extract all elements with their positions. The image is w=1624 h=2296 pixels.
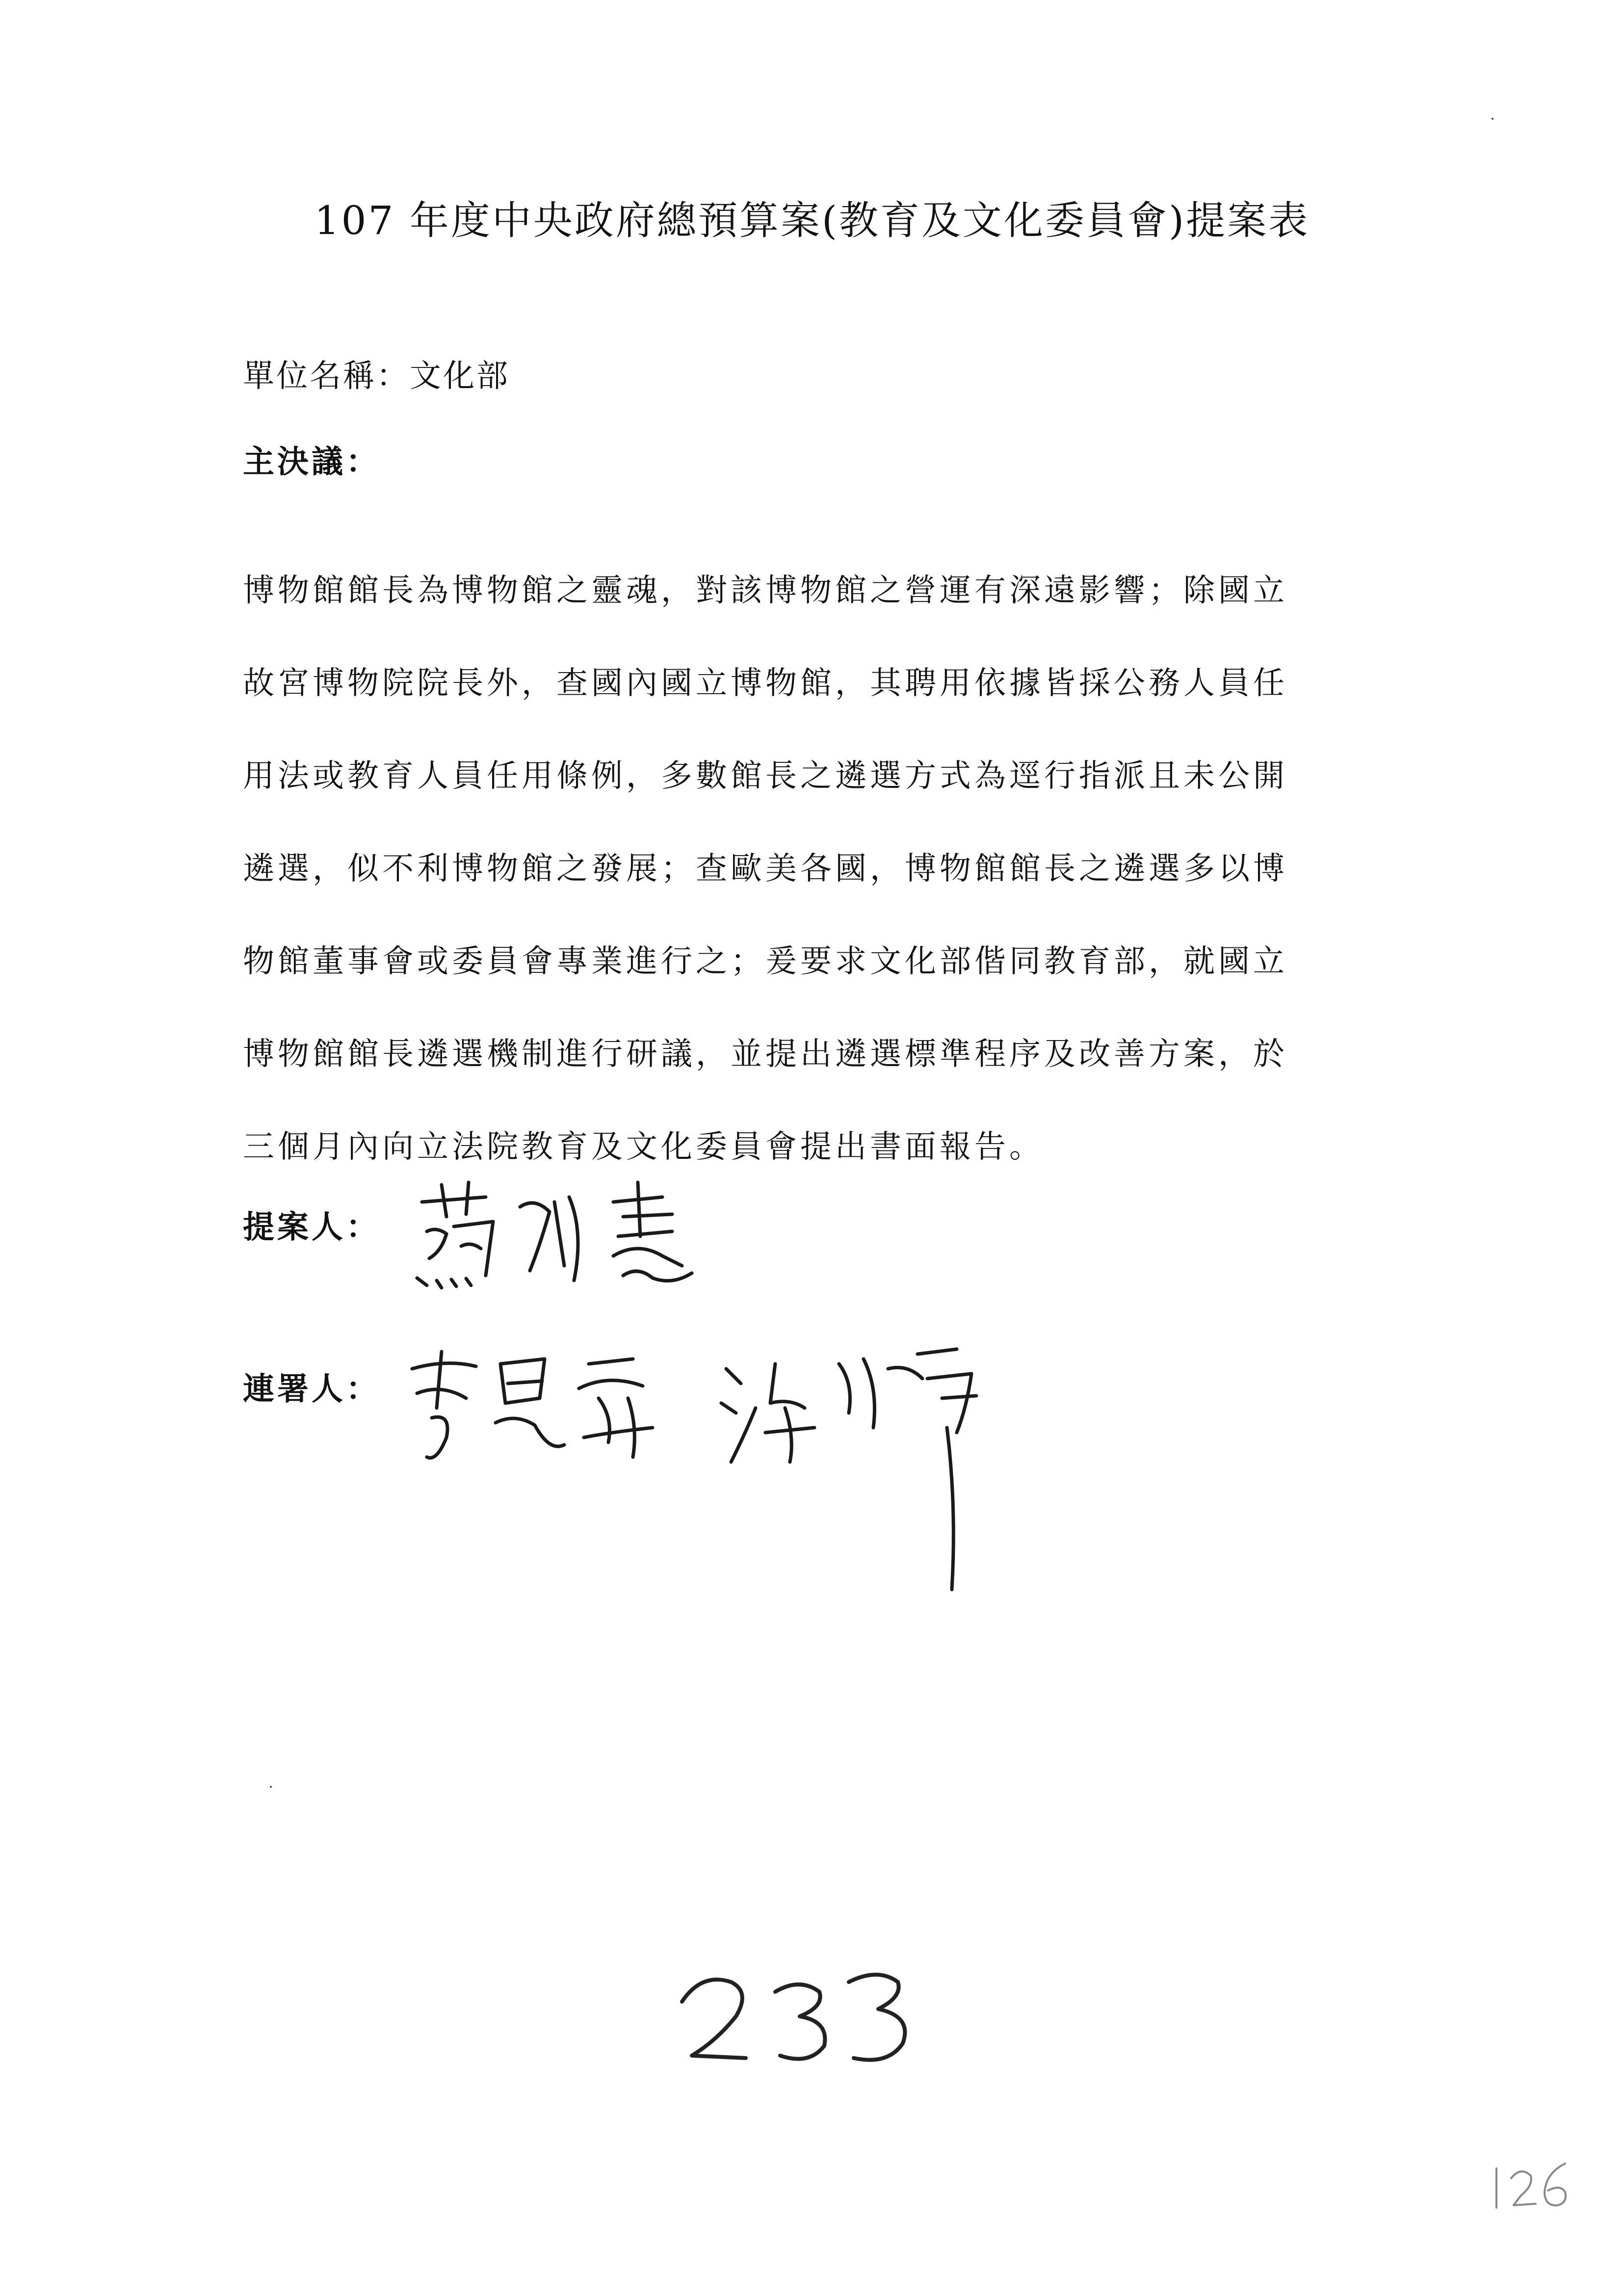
scan-speck: [270, 1786, 272, 1788]
body-line: 博物館館長為博物館之靈魂，對該博物館之營運有深遠影響；除國立: [243, 573, 1288, 609]
body-line: 物館董事會或委員會專業進行之；爰要求文化部偕同教育部，就國立: [243, 943, 1288, 980]
scan-speck: [1492, 118, 1493, 120]
resolution-body: [243, 545, 1391, 1194]
cosigner-label: 連署人：: [243, 1371, 380, 1408]
resolution-heading: 主決議：: [243, 444, 380, 480]
body-line: 遴選，似不利博物館之發展；查歐美各國，博物館館長之遴選多以博: [243, 851, 1288, 887]
body-line: 博物館館長遴選機制進行研議，並提出遴選標準程序及改善方案，於: [243, 1036, 1288, 1072]
unit-name-line: 單位名稱：文化部: [243, 358, 510, 394]
body-line: 用法或教育人員任用條例，多數館長之遴選方式為逕行指派且未公開: [243, 758, 1288, 794]
cosigner-signature-1: [402, 1339, 677, 1472]
corner-page-number: [1482, 2149, 1580, 2218]
proposer-signature: [407, 1168, 711, 1295]
body-line: 三個月內向立法院教育及文化委員會提出書面報告。: [243, 1129, 1044, 1165]
cosigner-signature-2: [711, 1334, 1016, 1609]
page-title: 107 年度中央政府總預算案(教育及文化委員會)提案表: [314, 198, 1310, 243]
handwritten-page-number: [672, 1962, 927, 2075]
proposer-label: 提案人：: [243, 1209, 380, 1246]
body-line: 故宮博物院院長外，查國內國立博物館，其聘用依據皆採公務人員任: [243, 665, 1288, 702]
